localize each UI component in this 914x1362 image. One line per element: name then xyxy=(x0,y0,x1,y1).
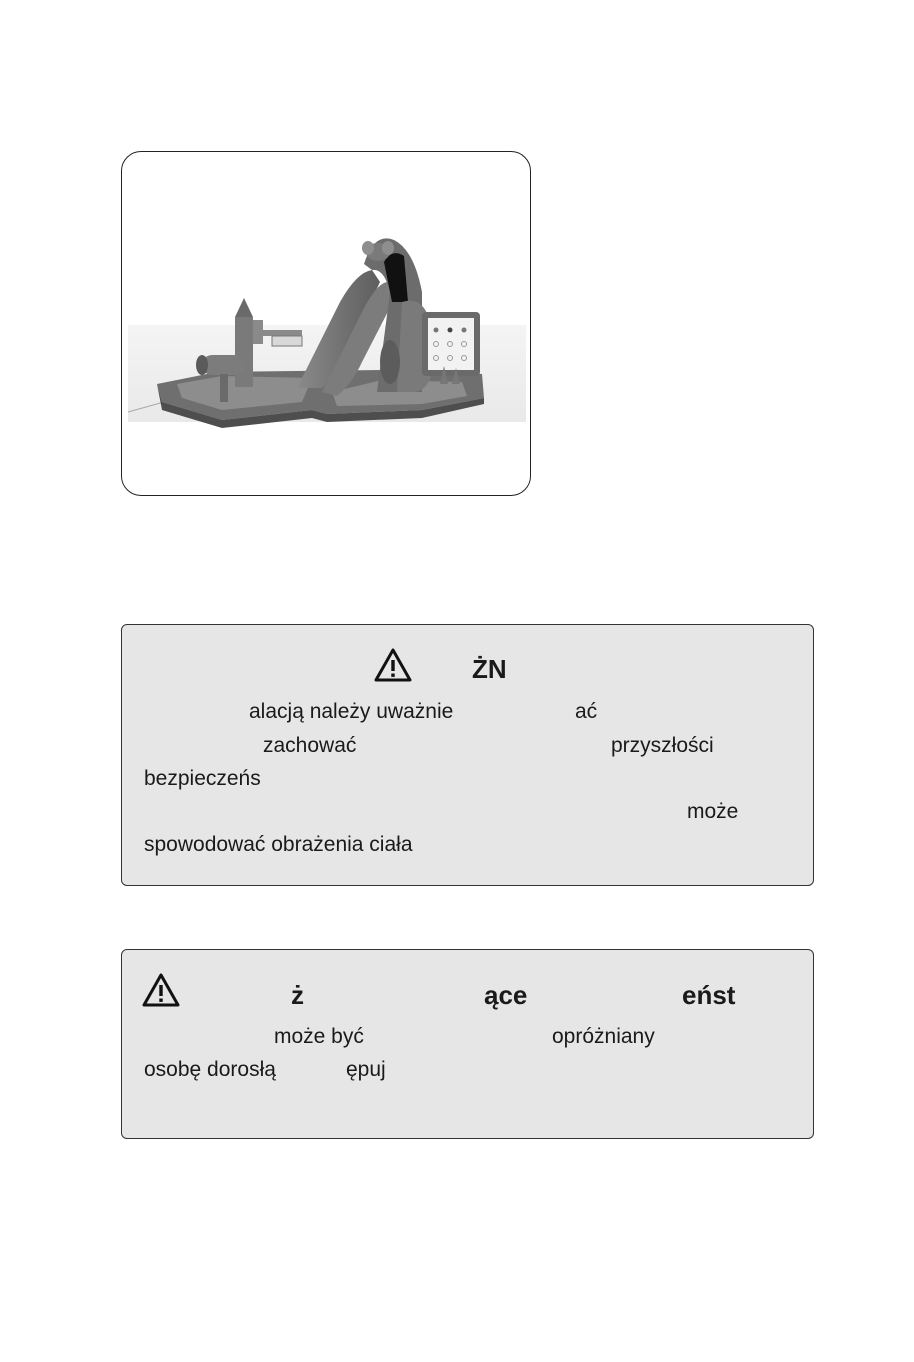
warning-heading: ŻN xyxy=(472,654,507,684)
caution-heading-part-1: ż xyxy=(291,980,304,1010)
caution-line-2b: ępuj xyxy=(346,1058,386,1081)
warning-line-1b: ać xyxy=(575,700,598,723)
caution-line-1a: może być xyxy=(274,1025,364,1048)
warning-line-5: spowodować obrażenia ciała xyxy=(144,833,413,856)
warning-line-1a: alacją należy uważnie xyxy=(249,700,454,723)
warning-line-3: bezpieczeńs xyxy=(144,767,261,790)
inflatable-water-slide-illustration xyxy=(122,152,531,496)
caution-line-2a: osobę dorosłą xyxy=(144,1058,276,1081)
caution-line-1b: opróżniany xyxy=(552,1025,655,1048)
warning-triangle-icon xyxy=(374,648,412,682)
warning-line-2b: przyszłości xyxy=(611,734,714,757)
warning-line-4: może xyxy=(687,800,739,823)
caution-heading-part-3: eńst xyxy=(682,980,736,1010)
caution-panel xyxy=(121,949,814,1139)
product-image-frame xyxy=(121,151,531,496)
warning-triangle-icon xyxy=(142,973,180,1007)
warning-line-2a: zachować xyxy=(263,734,357,757)
caution-heading-part-2: ące xyxy=(484,980,528,1010)
